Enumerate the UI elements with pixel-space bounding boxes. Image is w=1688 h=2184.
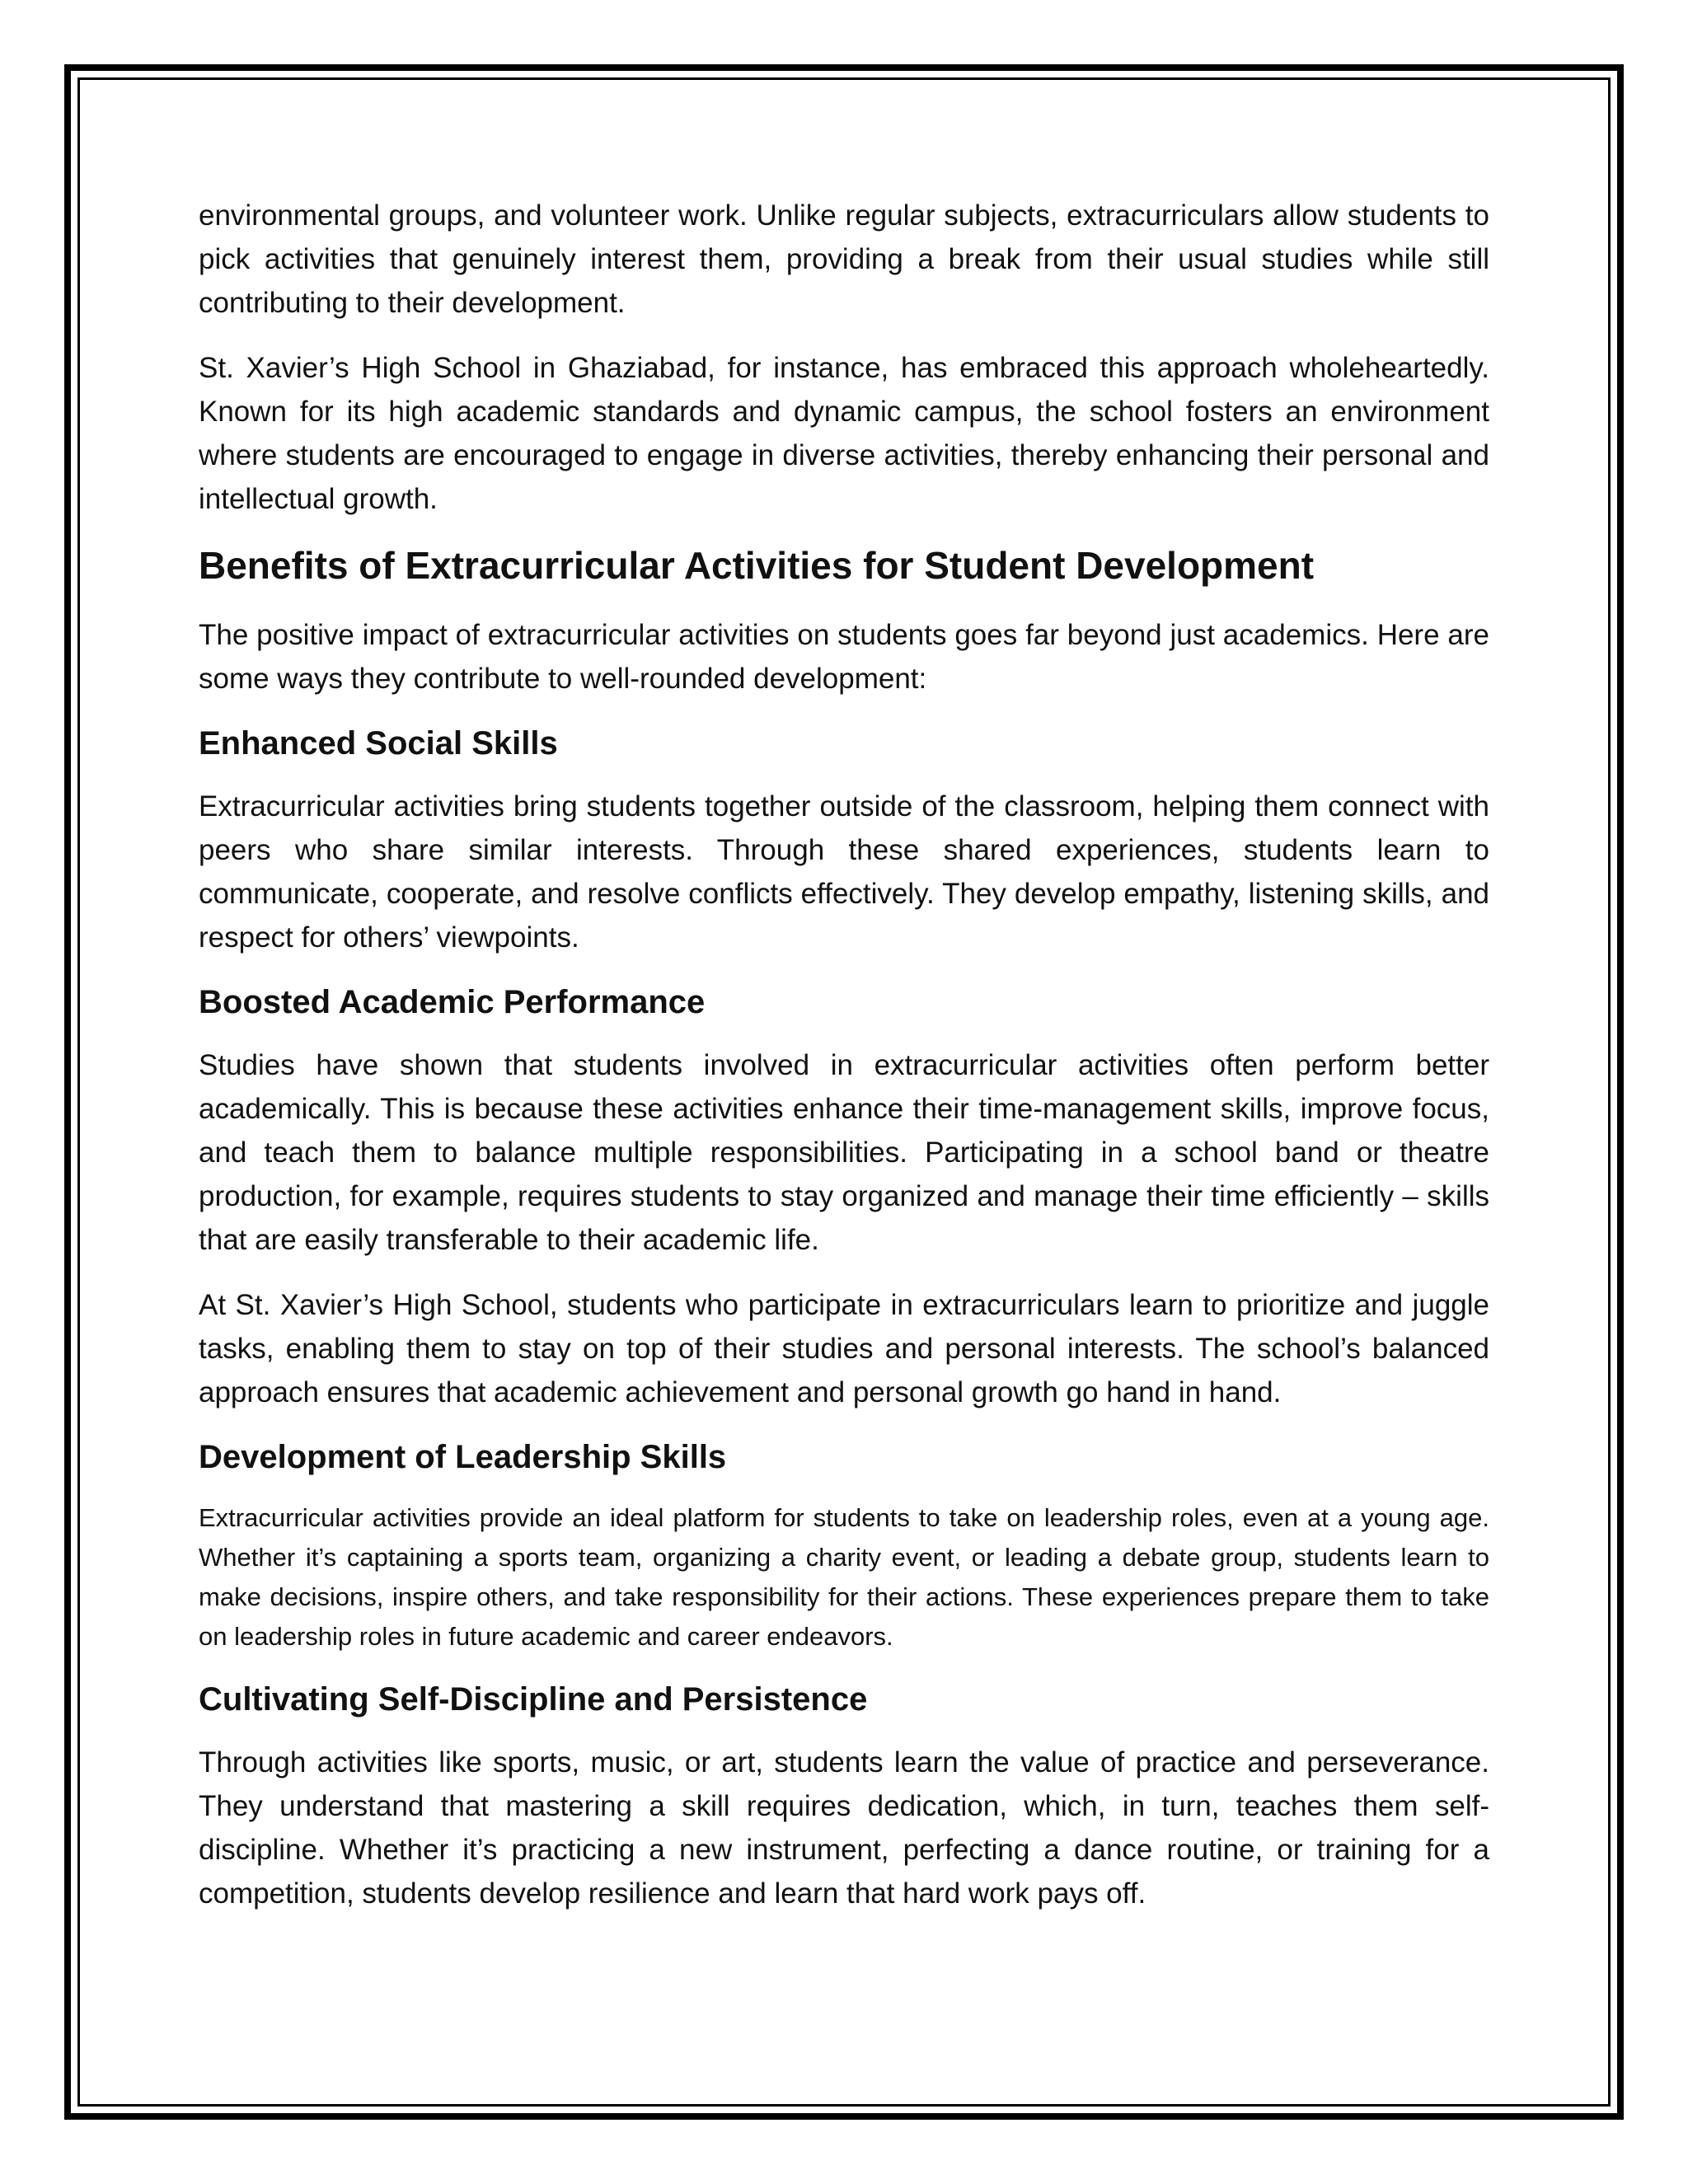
academic-performance-paragraph-1: Studies have shown that students involved in extracurricular activities often perform better academically. This is because these activities enhance their time-management skills, improve focus, and teach them to balance multiple responsibilities. Participating in a school band or theatre production, for example, requires students to stay organized and manage their time efficiently – skills that are easily transferable to their academic life. bbox=[199, 1049, 1489, 1256]
benefits-intro-paragraph: The positive impact of extracurricular activities on students goes far beyond just academics. Here are some ways they contribute to well-rounded development: bbox=[199, 619, 1489, 695]
social-skills-heading: Enhanced Social Skills bbox=[199, 725, 558, 762]
intro-paragraph-1: environmental groups, and volunteer work. Unlike regular subjects, extracurriculars allow students to pick activities that genuinely interest them, providing a break from their usual studies while still contributing to their development. bbox=[199, 199, 1489, 319]
leadership-skills-heading: Development of Leadership Skills bbox=[199, 1439, 727, 1475]
document-body bbox=[199, 194, 1489, 1937]
benefits-heading: Benefits of Extracurricular Activities for Student Development bbox=[199, 544, 1315, 587]
intro-paragraph-2: St. Xavier’s High School in Ghaziabad, for instance, has embraced this approach wholeheartedly. Known for its high academic standards and dynamic campus, the school fosters an environment where students are encouraged to engage in diverse activities, thereby enhancing their personal and intellectual growth. bbox=[199, 352, 1489, 515]
self-discipline-paragraph: Through activities like sports, music, or art, students learn the value of practice and perseverance. They understand that mastering a skill requires dedication, which, in turn, teaches them self-discipline. Whether it’s practicing a new instrument, perfecting a dance routine, or training for a competition, students develop resilience and learn that hard work pays off. bbox=[199, 1746, 1489, 1910]
academic-performance-heading: Boosted Academic Performance bbox=[199, 984, 706, 1020]
social-skills-paragraph: Extracurricular activities bring students together outside of the classroom, helping them connect with peers who share similar interests. Through these shared experiences, students learn to communicate, cooperate, and resolve conflicts effectively. They develop empathy, listening skills, and respect for others’ viewpoints. bbox=[199, 790, 1489, 954]
self-discipline-heading: Cultivating Self-Discipline and Persistence bbox=[199, 1681, 868, 1718]
academic-performance-paragraph-2: At St. Xavier’s High School, students who participate in extracurriculars learn to prioritize and juggle tasks, enabling them to stay on top of their studies and personal interests. The school’s balanced approach ensures that academic achievement and personal growth go hand in hand. bbox=[199, 1289, 1489, 1408]
leadership-skills-paragraph: Extracurricular activities provide an ideal platform for students to take on leadership roles, even at a young age. Whether it’s captaining a sports team, organizing a charity event, or leading a debate group, students learn to make decisions, inspire others, and take responsibility for their actions. These experiences prepare them to take on leadership roles in future academic and career endeavors. bbox=[199, 1503, 1489, 1651]
